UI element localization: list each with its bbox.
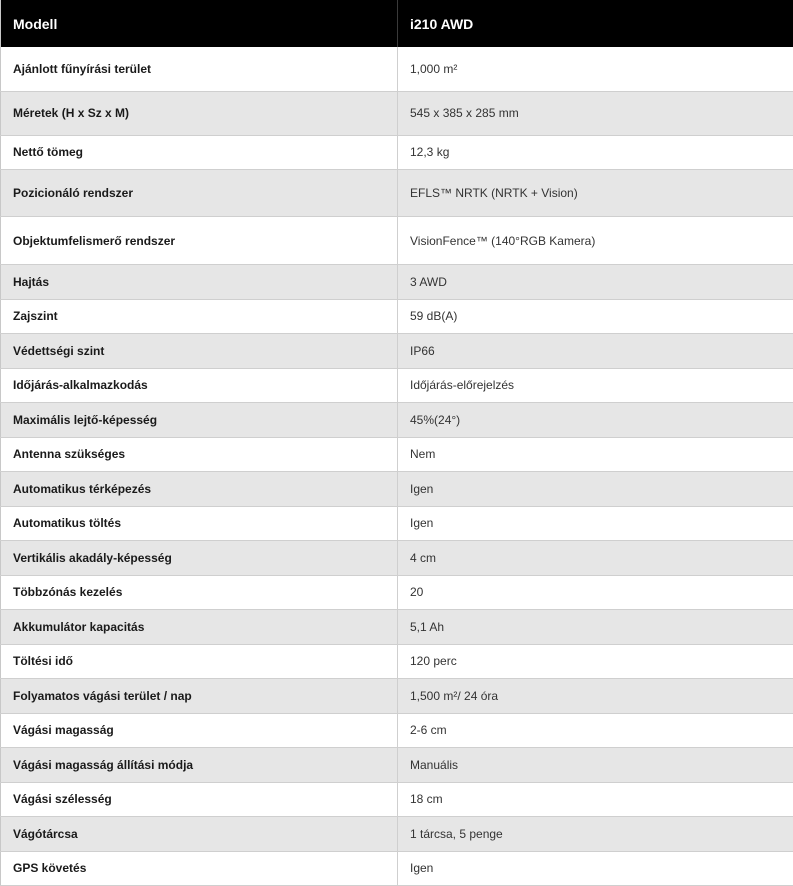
spec-value: EFLS™ NRTK (NRTK + Vision) — [398, 170, 793, 217]
table-row — [1, 368, 793, 403]
spec-value: 12,3 kg — [398, 135, 793, 170]
table-row — [1, 817, 793, 852]
spec-label: Vágási magasság — [1, 713, 398, 748]
spec-value: 120 perc — [398, 644, 793, 679]
table-row — [1, 437, 793, 472]
table-row — [1, 644, 793, 679]
header-model-value: i210 AWD — [398, 0, 793, 47]
spec-label: Nettő tömeg — [1, 135, 398, 170]
spec-label: Vágási szélesség — [1, 782, 398, 817]
spec-value: Időjárás-előrejelzés — [398, 368, 793, 403]
spec-label: Zajszint — [1, 299, 398, 334]
spec-label: Időjárás-alkalmazkodás — [1, 368, 398, 403]
spec-table-body — [1, 47, 793, 886]
spec-label: GPS követés — [1, 851, 398, 886]
table-row — [1, 217, 793, 265]
spec-label: Akkumulátor kapacitás — [1, 610, 398, 645]
spec-label: Folyamatos vágási terület / nap — [1, 679, 398, 714]
table-row — [1, 541, 793, 576]
spec-table-header — [1, 0, 793, 47]
table-row — [1, 575, 793, 610]
table-row — [1, 91, 793, 135]
spec-value: 3 AWD — [398, 265, 793, 300]
spec-label: Maximális lejtő-képesség — [1, 403, 398, 438]
spec-label: Vágótárcsa — [1, 817, 398, 852]
spec-label: Antenna szükséges — [1, 437, 398, 472]
spec-value: 18 cm — [398, 782, 793, 817]
table-row — [1, 334, 793, 369]
header-row — [1, 0, 793, 47]
spec-label: Védettségi szint — [1, 334, 398, 369]
spec-value: 5,1 Ah — [398, 610, 793, 645]
spec-value: Nem — [398, 437, 793, 472]
spec-label: Hajtás — [1, 265, 398, 300]
table-row — [1, 472, 793, 507]
table-row — [1, 679, 793, 714]
spec-label: Vertikális akadály-képesség — [1, 541, 398, 576]
table-row — [1, 782, 793, 817]
spec-value: 1,000 m² — [398, 47, 793, 91]
table-row — [1, 265, 793, 300]
spec-label: Automatikus térképezés — [1, 472, 398, 507]
header-model-label: Modell — [1, 0, 398, 47]
spec-label: Objektumfelismerő rendszer — [1, 217, 398, 265]
spec-label: Automatikus töltés — [1, 506, 398, 541]
table-row — [1, 851, 793, 886]
spec-label: Többzónás kezelés — [1, 575, 398, 610]
spec-value: VisionFence™ (140°RGB Kamera) — [398, 217, 793, 265]
spec-value: 20 — [398, 575, 793, 610]
spec-value: Manuális — [398, 748, 793, 783]
table-row — [1, 299, 793, 334]
spec-value: Igen — [398, 851, 793, 886]
spec-label: Pozicionáló rendszer — [1, 170, 398, 217]
spec-label: Méretek (H x Sz x M) — [1, 91, 398, 135]
spec-value: Igen — [398, 472, 793, 507]
spec-label: Vágási magasság állítási módja — [1, 748, 398, 783]
table-row — [1, 135, 793, 170]
spec-value: 1 tárcsa, 5 penge — [398, 817, 793, 852]
spec-value: 545 x 385 x 285 mm — [398, 91, 793, 135]
table-row — [1, 610, 793, 645]
table-row — [1, 748, 793, 783]
spec-value: 2-6 cm — [398, 713, 793, 748]
table-row — [1, 506, 793, 541]
table-row — [1, 170, 793, 217]
table-row — [1, 713, 793, 748]
spec-label: Ajánlott fűnyírási terület — [1, 47, 398, 91]
spec-value: 59 dB(A) — [398, 299, 793, 334]
spec-value: 4 cm — [398, 541, 793, 576]
spec-value: 1,500 m²/ 24 óra — [398, 679, 793, 714]
spec-value: IP66 — [398, 334, 793, 369]
spec-label: Töltési idő — [1, 644, 398, 679]
table-row — [1, 47, 793, 91]
table-row — [1, 403, 793, 438]
spec-value: 45%(24°) — [398, 403, 793, 438]
spec-value: Igen — [398, 506, 793, 541]
